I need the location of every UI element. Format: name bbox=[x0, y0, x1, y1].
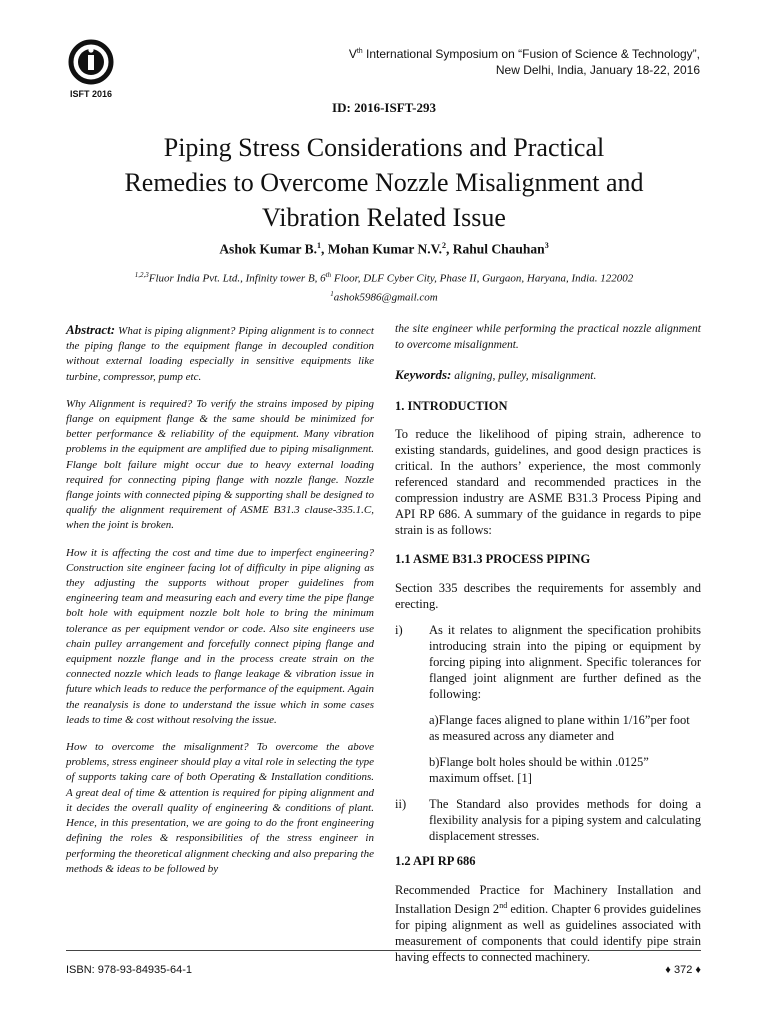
keywords-text: aligning, pulley, misalignment. bbox=[451, 370, 597, 383]
isft-logo-icon bbox=[62, 38, 120, 100]
keywords-label: Keywords: bbox=[395, 367, 452, 383]
conference-header bbox=[349, 44, 700, 78]
cost-paragraph: How it is affecting the cost and time due to imperfect engineering? Construction site engineer facing lot of difficulty in pipe aligning as they adjusting the supports without proper guidelines from engineering team and measuring each and every time the pipe flange bolt hole with equipment nozzle bolt hole to bring the minimum tolerance as per equipment vendor or code. Also site engineers use chain pulley arrangement and forcefully connect piping flange and equipment nozzle flange and in the process create strain on the connected nozzle which leads to flange leakage & vibration issue in future which leads to reduce the performance of the equipment. Again the reanalysis is done to understand the issue which in some cases leads to time & cost without resolving the issue. bbox=[66, 546, 374, 726]
conference-line-2: New Delhi, India, January 18-22, 2016 bbox=[495, 63, 700, 77]
section-api-heading: 1.2 API RP 686 bbox=[395, 853, 476, 868]
affiliation bbox=[0, 268, 768, 305]
paper-title: Piping Stress Considerations and Practical Remedies to Overcome Nozzle Misalignment and Vibration Related Issue bbox=[124, 133, 644, 232]
section-introduction-heading: 1. INTRODUCTION bbox=[395, 398, 508, 413]
api-edition-sup: nd bbox=[499, 900, 508, 910]
asme-paragraph: Section 335 describes the requirements for assembly and erecting. bbox=[395, 580, 701, 611]
author-email: ashok5986@gmail.com bbox=[333, 291, 438, 304]
authors bbox=[0, 241, 768, 258]
logo-text: ISFT 2016 bbox=[69, 89, 113, 99]
page-number: ♦ 372 ♦ bbox=[665, 964, 701, 976]
list-item-text: The Standard also provides methods for doing a flexibility analysis for a piping system and calculating displacement stresses. bbox=[429, 796, 701, 843]
conference-name: International Symposium on “Fusion of Science & Technology”, bbox=[362, 47, 700, 61]
footer-divider bbox=[66, 950, 701, 951]
api-text-b: edition. Chapter 6 provides guidelines for piping alignment as well as guidelines associated with measurement of components that could identify pipe strain having effects to connected machinery. bbox=[395, 901, 701, 964]
author-3-sup: 3 bbox=[544, 241, 549, 250]
list-item-text: As it relates to alignment the specification prohibits introducing strain into the piping or equipment by forcing piping into alignment. Specific tolerances for flanged joint alignment are further defined as the following: bbox=[429, 622, 701, 701]
email-line bbox=[0, 287, 768, 306]
isbn: ISBN: 978-93-84935-64-1 bbox=[66, 964, 192, 976]
introduction-paragraph: To reduce the likelihood of piping strain, adherence to existing standards, guidelines, and good design practices is critical. In the authors’ experience, the most commonly referenced standard and recommended practices in the compression industry are ASME B31.3 Process Piping and API RP 686. A summary of the guidance in regards to pipe strain is as follows: bbox=[395, 427, 701, 538]
affiliation-line bbox=[0, 268, 768, 287]
sub-item-b: b)Flange bolt holes should be within .0125” maximum offset. [1] bbox=[429, 754, 649, 785]
affiliation-sup: 1,2,3 bbox=[134, 271, 149, 279]
conference-line-1 bbox=[349, 44, 700, 62]
conference-edition: V bbox=[348, 47, 357, 61]
section-asme-heading: 1.1 ASME B31.3 PROCESS PIPING bbox=[395, 552, 591, 567]
abstract-paragraph bbox=[66, 322, 374, 385]
sub-item-a: a)Flange faces aligned to plane within 1/16”per foot as measured across any diameter and bbox=[429, 712, 690, 743]
author-2: , Mohan Kumar N.V. bbox=[320, 241, 442, 257]
api-paragraph bbox=[395, 882, 701, 965]
conference-edition-sup: th bbox=[356, 48, 363, 55]
abstract-text: What is piping alignment? Piping alignment is to connect the piping flange to the equipment flange in decoupled condition without external loading especially in sensitive equipments like turbine, compressor, pump etc. bbox=[66, 325, 374, 383]
paper-id: ID: 2016-ISFT-293 bbox=[332, 100, 436, 115]
api-text-a: Recommended Practice for Machinery Installation and Installation Design 2 bbox=[395, 882, 701, 916]
right-column bbox=[395, 322, 701, 979]
affiliation-text-a: Fluor India Pvt. Ltd., Infinity tower B, 6 bbox=[148, 272, 326, 285]
alignment-paragraph: Why Alignment is required? To verify the strains imposed by piping flange on equipment flange & the same should be minimized for better performance & reliability of the equipment. Many vibration problems in the equipment are amplified due to piping misalignment. Flange bolt failure might occur due to heavy external loading required for connecting piping flange with nozzle flange. Nozzle flange joints with connected piping & supporting shall be designed to qualify the alignment requirement of ASME B31.3 clause-335.1.C, when the joint is broken. bbox=[66, 397, 374, 532]
email-sup: 1 bbox=[330, 289, 334, 298]
left-column bbox=[66, 322, 374, 889]
affiliation-text-b: Floor, DLF Cyber City, Phase II, Gurgaon, Haryana, India. 122002 bbox=[331, 272, 634, 285]
author-2-sup: 2 bbox=[442, 241, 446, 250]
keywords bbox=[395, 367, 701, 385]
overcome-paragraph: How to overcome the misalignment? To overcome the above problems, stress engineer should play a vital role in selecting the type of supports taking care of both Operating & Installation conditions. A great deal of time & attention is required for piping alignment and it decides the overall quality of engineering & conditions of plant. Hence, in this presentation, we are going to do the front engineering defining the roles & responsibilities of the stress engineer in performing the theoretical alignment checking and also preparing the methods & ideas to be followed by bbox=[66, 741, 374, 875]
author-1-sup: 1 bbox=[316, 241, 321, 250]
isft-logo bbox=[62, 38, 120, 100]
affiliation-th: th bbox=[325, 271, 332, 279]
author-3: , Rahul Chauhan bbox=[446, 241, 545, 257]
list-item bbox=[395, 796, 701, 844]
abstract-continuation: the site engineer while performing the practical nozzle alignment to overcome misalignment. bbox=[395, 323, 701, 351]
author-1: Ashok Kumar B. bbox=[219, 241, 317, 257]
list-item-number: i) bbox=[395, 622, 403, 637]
abstract-label: Abstract: bbox=[66, 322, 116, 337]
list-item bbox=[395, 622, 701, 702]
list-item-number: ii) bbox=[395, 796, 407, 811]
